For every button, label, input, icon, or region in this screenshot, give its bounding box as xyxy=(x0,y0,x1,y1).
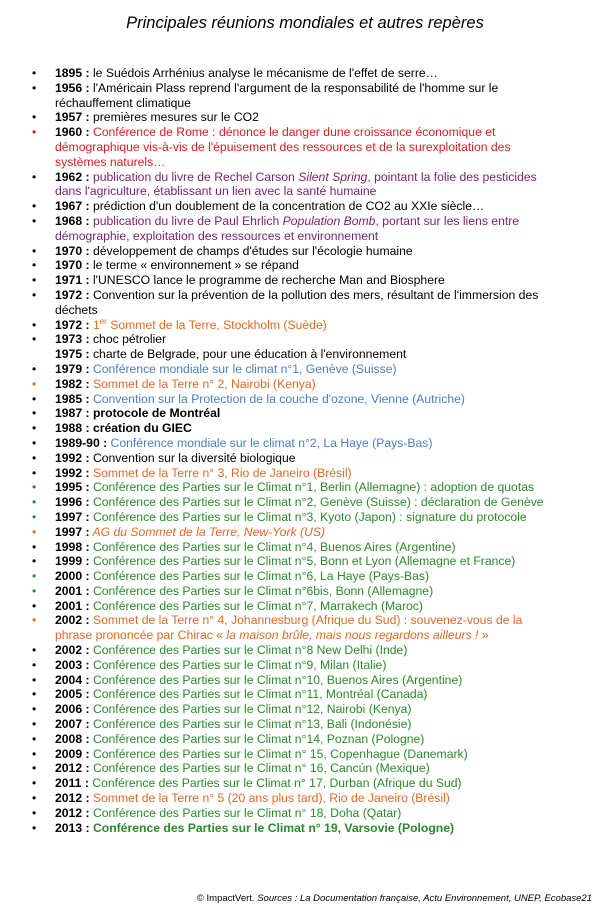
timeline-list xyxy=(0,66,560,835)
item-year: 1996 : xyxy=(55,495,90,510)
item-text: premières mesures sur le CO2 xyxy=(89,110,259,125)
bullet-icon: • xyxy=(32,643,37,658)
item-year: 2013 : xyxy=(55,820,90,835)
item-text: Sommet de la Terre n° 4, Johannesburg (Afrique du Sud) : souvenez-vous de la phrase prononcée par Chirac « xyxy=(55,613,523,643)
item-year: 2001 : xyxy=(55,598,90,613)
bullet-icon: • xyxy=(32,169,37,184)
timeline-item xyxy=(0,258,560,273)
timeline-item xyxy=(0,613,560,643)
item-year: 1971 : xyxy=(55,273,90,288)
item-year: 1972 : xyxy=(55,317,90,332)
bullet-icon: • xyxy=(32,110,37,125)
item-italic-text: la maison brûle, mais nous regardons ailleurs ! xyxy=(226,628,479,643)
timeline-item xyxy=(0,451,560,466)
footer-copyright: © ImpactVert. xyxy=(196,893,258,904)
item-year: 1998 : xyxy=(55,539,90,554)
item-year: 2001 : xyxy=(55,583,90,598)
footer-credits xyxy=(197,893,592,904)
item-year: 1975 : xyxy=(55,347,90,362)
item-year: 1987 : xyxy=(55,406,90,421)
bullet-icon: • xyxy=(32,554,37,569)
timeline-item xyxy=(0,362,560,377)
bullet-icon: • xyxy=(32,361,37,376)
item-text: Convention sur la diversité biologique xyxy=(89,450,296,465)
bullet-icon: • xyxy=(32,687,37,702)
item-text: Conférence des Parties sur le Climat n° 15, Copenhague (Danemark) xyxy=(89,746,468,761)
item-italic-text: Population Bomb xyxy=(282,213,376,228)
item-year: 1997 : xyxy=(55,524,90,539)
bullet-icon: • xyxy=(32,717,37,732)
bullet-icon: • xyxy=(32,791,37,806)
timeline-item xyxy=(0,480,560,495)
item-text: Conférence des Parties sur le Climat n° 17, Durban (Afrique du Sud) xyxy=(88,776,462,791)
bullet-icon: • xyxy=(32,287,37,302)
item-text: 1 xyxy=(89,317,100,332)
item-text: Conférence des Parties sur le Climat n°6bis, Bonn (Allemagne) xyxy=(89,583,434,598)
item-text-after: » xyxy=(478,628,489,643)
item-text: l'UNESCO lance le programme de recherche Man and Biosphere xyxy=(89,273,445,288)
timeline-item xyxy=(0,495,560,510)
item-text: choc pétrolier xyxy=(89,332,167,347)
item-year: 1962 : xyxy=(55,169,90,184)
timeline-item xyxy=(0,392,560,407)
item-text: l'Américain Plass reprend l'argument de la responsabilité de l'homme sur le réchauffement climatique xyxy=(55,80,499,110)
timeline-item xyxy=(0,377,560,392)
timeline-item xyxy=(0,110,560,125)
item-year: 1970 : xyxy=(55,243,90,258)
timeline-item xyxy=(0,347,560,362)
item-year: 2000 : xyxy=(55,569,90,584)
bullet-icon: • xyxy=(32,672,37,687)
bullet-icon: • xyxy=(32,332,37,347)
bullet-icon: • xyxy=(32,465,37,480)
item-year: 2012 : xyxy=(55,791,90,806)
timeline-item xyxy=(0,81,560,111)
item-year: 2007 : xyxy=(55,717,90,732)
timeline-item xyxy=(0,540,560,555)
item-year: 2006 : xyxy=(55,702,90,717)
item-text: protocole de Montréal xyxy=(89,406,221,421)
item-year: 1967 : xyxy=(55,199,90,214)
item-text: Sommet de la Terre n° 2, Nairobi (Kenya) xyxy=(89,376,316,391)
timeline-item xyxy=(0,510,560,525)
item-year: 1956 : xyxy=(55,80,90,95)
bullet-icon: • xyxy=(32,450,37,465)
bullet-icon: • xyxy=(32,273,37,288)
item-text: Sommet de la Terre n° 5 (20 ans plus tard), Rio de Janeiro (Brésil) xyxy=(89,791,450,806)
item-text: Conférence des Parties sur le Climat n°1, Berlin (Allemagne) : adoption de quotas xyxy=(89,480,535,495)
timeline-item xyxy=(0,125,560,169)
item-text: Conférence mondiale sur le climat n°2, La Haye (Pays-Bas) xyxy=(107,435,433,450)
item-text: Convention sur la Protection de la couche d'ozone, Vienne (Autriche) xyxy=(89,391,465,406)
bullet-icon: • xyxy=(32,391,37,406)
bullet-icon: • xyxy=(32,376,37,391)
bullet-icon: • xyxy=(32,317,37,332)
item-year: 1972 : xyxy=(55,287,90,302)
item-text: Conférence mondiale sur le climat n°1, Genève (Suisse) xyxy=(89,361,397,376)
bullet-icon: • xyxy=(32,435,37,450)
item-year: 2009 : xyxy=(55,746,90,761)
item-year: 1985 : xyxy=(55,391,90,406)
item-year: 1997 : xyxy=(55,509,90,524)
timeline-item xyxy=(0,776,560,791)
timeline-item xyxy=(0,170,560,200)
timeline-item xyxy=(0,318,560,333)
bullet-icon: • xyxy=(32,66,37,80)
item-year: 2012 : xyxy=(55,805,90,820)
timeline-item xyxy=(0,643,560,658)
timeline-item xyxy=(0,732,560,747)
timeline-item xyxy=(0,658,560,673)
bullet-icon: • xyxy=(32,125,37,140)
item-year: 1970 : xyxy=(55,258,90,273)
timeline-item xyxy=(0,821,560,836)
timeline-item xyxy=(0,199,560,214)
item-text: Sommet de la Terre n° 3, Rio de Janeiro (Brésil) xyxy=(89,465,352,480)
bullet-icon: • xyxy=(32,495,37,510)
item-text: le Suédois Arrhénius analyse le mécanisme de l'effet de serre… xyxy=(89,66,438,80)
item-text: publication du livre de Rechel Carson xyxy=(89,169,299,184)
item-year: 1992 : xyxy=(55,465,90,480)
item-italic-text: Silent Spring xyxy=(298,169,368,184)
item-text: Conférence des Parties sur le Climat n° 18, Doha (Qatar) xyxy=(89,805,402,820)
item-superscript: er xyxy=(99,316,107,326)
item-year: 2011 : xyxy=(55,776,89,791)
timeline-item xyxy=(0,673,560,688)
bullet-icon: • xyxy=(32,731,37,746)
item-text: Conférence des Parties sur le Climat n°4, Buenos Aires (Argentine) xyxy=(89,539,456,554)
footer-sources: Sources : La Documentation française, Actu Environnement, UNEP, Ecobase21 xyxy=(257,893,592,904)
item-year: 1973 : xyxy=(55,332,90,347)
item-text: publication du livre de Paul Ehrlich xyxy=(89,213,283,228)
item-year: 1960 : xyxy=(55,125,90,140)
item-text: AG du Sommet de la Terre, New-York (US) xyxy=(89,524,326,539)
timeline-item xyxy=(0,466,560,481)
bullet-icon: • xyxy=(32,258,37,273)
item-text: Conférence des Parties sur le Climat n°10, Buenos Aires (Argentine) xyxy=(89,672,463,687)
timeline-item xyxy=(0,584,560,599)
timeline-item xyxy=(0,702,560,717)
bullet-icon: • xyxy=(32,805,37,820)
item-year: 1968 : xyxy=(55,213,90,228)
bullet-icon: • xyxy=(32,569,37,584)
item-year: 1989-90 : xyxy=(55,435,108,450)
item-text: Conférence des Parties sur le Climat n°8 New Delhi (Inde) xyxy=(89,643,408,658)
timeline-item xyxy=(0,747,560,762)
item-text: Conférence des Parties sur le Climat n° 16, Cancún (Mexique) xyxy=(89,761,430,776)
item-year: 2004 : xyxy=(55,672,90,687)
timeline-item xyxy=(0,599,560,614)
item-text: Conférence de Rome : dénonce le danger dune croissance économique et démographique vis-à-vis de l'épuisement des ressources et de la surexploitation des systèmes naturels… xyxy=(55,125,511,169)
timeline-item xyxy=(0,421,560,436)
item-year: 2012 : xyxy=(55,761,90,776)
bullet-icon: • xyxy=(32,213,37,228)
item-text-after: , portant sur les liens entre démographie, exploitation des ressources et environnement xyxy=(55,213,520,243)
timeline-item xyxy=(0,569,560,584)
item-text: Conférence des Parties sur le Climat n°6, La Haye (Pays-Bas) xyxy=(89,569,430,584)
bullet-icon: • xyxy=(32,820,37,835)
bullet-icon: • xyxy=(32,199,37,214)
item-text: Conférence des Parties sur le Climat n° 19, Varsovie (Pologne) xyxy=(89,820,455,835)
item-text: Conférence des Parties sur le Climat n°12, Nairobi (Kenya) xyxy=(89,702,412,717)
bullet-icon: • xyxy=(32,776,37,791)
bullet-icon: • xyxy=(32,583,37,598)
timeline-item xyxy=(0,332,560,347)
item-text: Convention sur la prévention de la pollution des mers, résultant de l'immersion des déchets xyxy=(55,287,539,317)
item-year: 1999 : xyxy=(55,554,90,569)
bullet-icon: • xyxy=(32,657,37,672)
timeline-item xyxy=(0,214,560,244)
item-text: création du GIEC xyxy=(89,421,192,436)
item-text: Conférence des Parties sur le Climat n°14, Poznan (Pologne) xyxy=(89,731,425,746)
item-text: charte de Belgrade, pour une éducation à l'environnement xyxy=(89,347,407,362)
item-text-after: , pointant la folie des pesticides dans l'agriculture, établissant un lien avec la santé humaine xyxy=(55,169,537,199)
timeline-item xyxy=(0,244,560,259)
timeline-item xyxy=(0,806,560,821)
item-year: 2005 : xyxy=(55,687,90,702)
item-year: 1992 : xyxy=(55,450,90,465)
item-text: Conférence des Parties sur le Climat n°5, Bonn et Lyon (Allemagne et France) xyxy=(89,554,516,569)
item-year: 1895 : xyxy=(55,66,90,80)
item-text-after: Sommet de la Terre, Stockholm (Suède) xyxy=(106,317,327,332)
page-title: Principales réunions mondiales et autres repères xyxy=(126,14,484,32)
item-text: développement de champs d'études sur l'écologie humaine xyxy=(89,243,413,258)
bullet-icon: • xyxy=(32,406,37,421)
item-year: 2003 : xyxy=(55,657,90,672)
bullet-icon: • xyxy=(32,761,37,776)
bullet-icon: • xyxy=(32,509,37,524)
item-year: 2002 : xyxy=(55,643,90,658)
item-year: 1995 : xyxy=(55,480,90,495)
item-text: Conférence des Parties sur le Climat n°13, Bali (Indonésie) xyxy=(89,717,412,732)
timeline-item xyxy=(0,791,560,806)
timeline-item xyxy=(0,554,560,569)
item-text: le terme « environnement » se répand xyxy=(89,258,299,273)
item-year: 1988 : xyxy=(55,421,90,436)
bullet-icon: • xyxy=(32,598,37,613)
bullet-icon: • xyxy=(32,243,37,258)
bullet-icon: • xyxy=(32,746,37,761)
timeline-item xyxy=(0,406,560,421)
bullet-icon: • xyxy=(32,702,37,717)
bullet-icon: • xyxy=(32,613,37,628)
timeline-item xyxy=(0,525,560,540)
item-text: Conférence des Parties sur le Climat n°9, Milan (Italie) xyxy=(89,657,387,672)
item-year: 1982 : xyxy=(55,376,90,391)
item-text: Conférence des Parties sur le Climat n°2, Genève (Suisse) : déclaration de Genève xyxy=(89,495,544,510)
timeline-item xyxy=(0,761,560,776)
item-year: 2002 : xyxy=(55,613,90,628)
item-text: Conférence des Parties sur le Climat n°7, Marrakech (Maroc) xyxy=(89,598,423,613)
timeline-item xyxy=(0,687,560,702)
bullet-icon: • xyxy=(32,524,37,539)
timeline-item xyxy=(0,273,560,288)
bullet-icon: • xyxy=(32,480,37,495)
bullet-icon: • xyxy=(32,539,37,554)
timeline-item xyxy=(0,288,560,318)
item-text: Conférence des Parties sur le Climat n°3, Kyoto (Japon) : signature du protocole xyxy=(89,509,527,524)
item-year: 2008 : xyxy=(55,731,90,746)
timeline-item xyxy=(0,717,560,732)
item-text: prédiction d'un doublement de la concentration de CO2 au XXIe siècle… xyxy=(89,199,485,214)
item-text: Conférence des Parties sur le Climat n°11, Montréal (Canada) xyxy=(89,687,428,702)
item-year: 1957 : xyxy=(55,110,90,125)
timeline-item xyxy=(0,66,560,81)
bullet-icon: • xyxy=(32,421,37,436)
timeline-item xyxy=(0,436,560,451)
item-year: 1979 : xyxy=(55,361,90,376)
bullet-icon: • xyxy=(32,80,37,95)
